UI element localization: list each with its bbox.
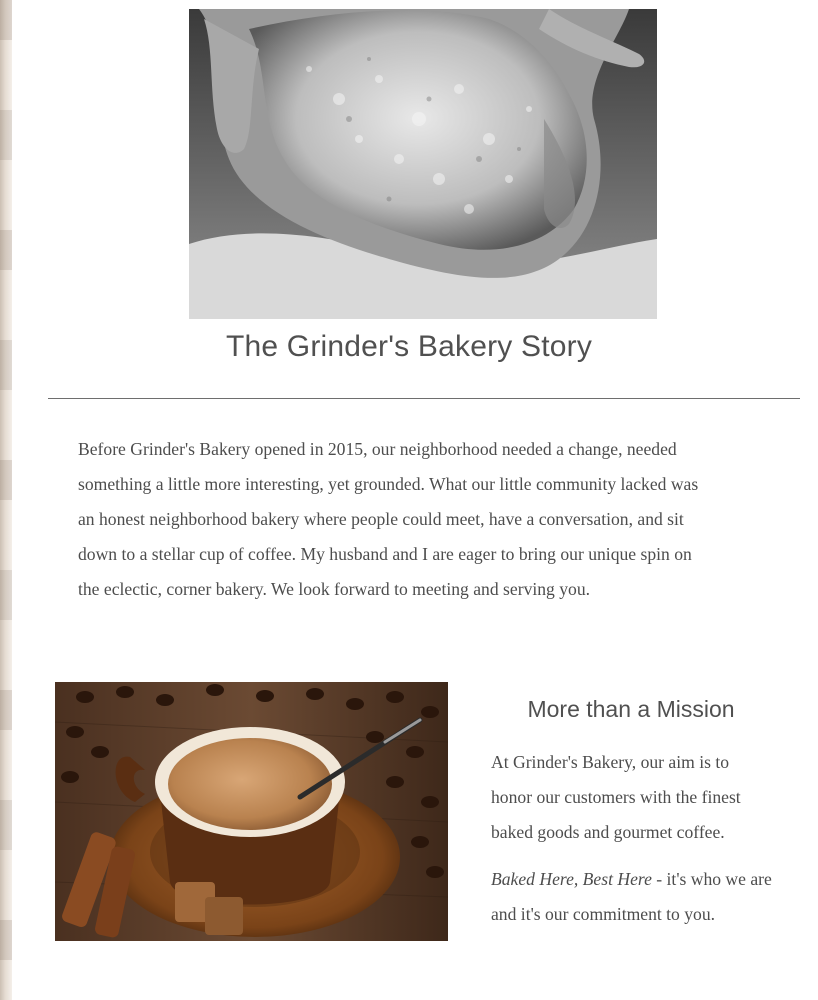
story-title: The Grinder's Bakery Story <box>225 330 593 363</box>
background-edge-strip <box>0 0 12 1000</box>
flour-hands-photo <box>189 9 657 319</box>
tagline-italic: Baked Here, Best Here <box>491 869 652 889</box>
mission-title: More than a Mission <box>527 696 735 722</box>
coffee-cup-beans-photo <box>55 682 448 941</box>
tagline-rest: - it's who we are and it's our commitment to you. <box>491 869 772 924</box>
divider <box>48 398 800 399</box>
story-paragraph: Before Grinder's Bakery opened in 2015, our neighborhood needed a change, needed something a little more interesting, yet grounded. What our little community lacked was an honest neighborhood bakery where people could meet, have a conversation, and sit down to a stellar cup of coffee. My husband and I are eager to bring our unique spin on the eclectic, corner bakery. We look forward to meeting and serving you. <box>78 439 699 599</box>
mission-paragraph: At Grinder's Bakery, our aim is to honor our customers with the finest baked goods and gourmet coffee. <box>491 752 741 842</box>
mission-tagline <box>491 862 801 932</box>
